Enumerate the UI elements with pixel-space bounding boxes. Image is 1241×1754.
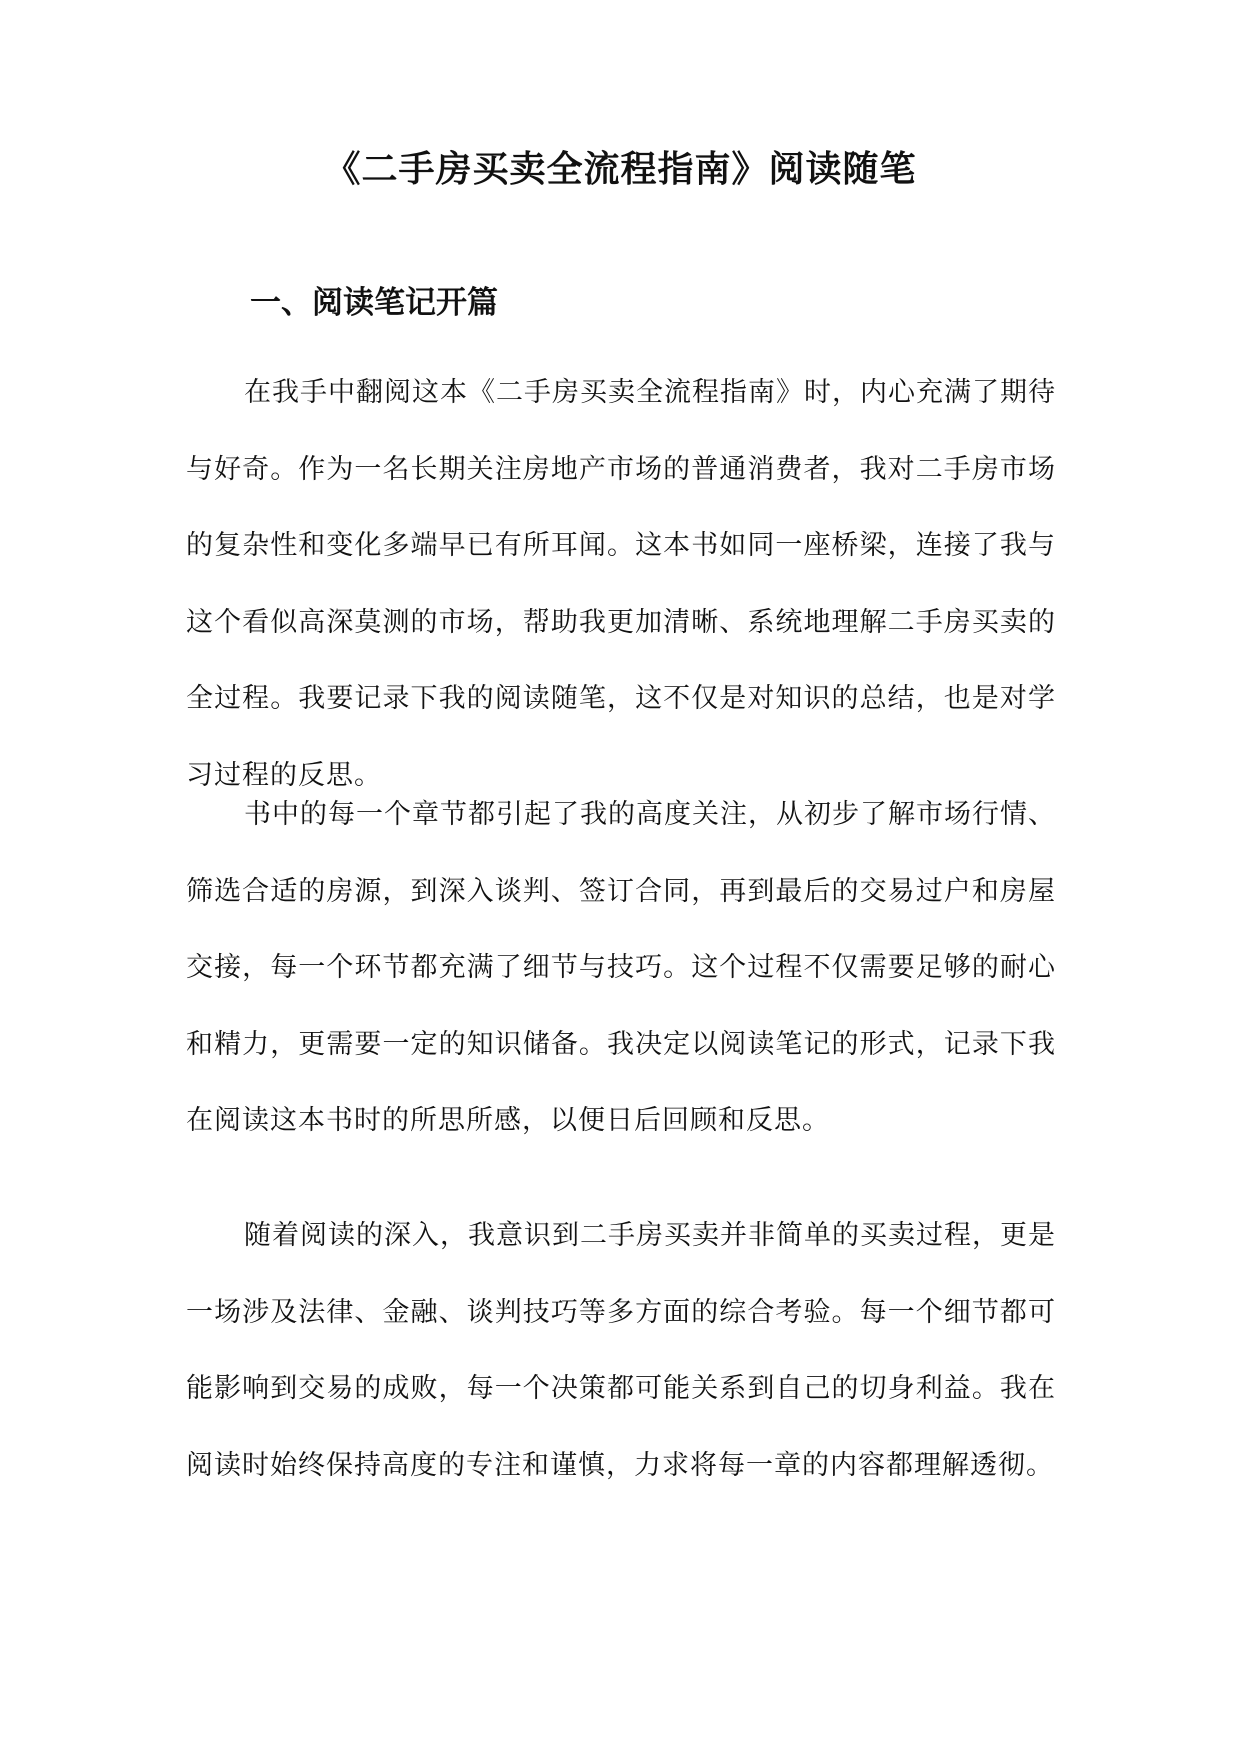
document-title: 《二手房买卖全流程指南》阅读随笔 xyxy=(324,149,917,190)
body-paragraph-3: 随着阅读的深入，我意识到二手房买卖并非简单的买卖过程，更是一场涉及法律、金融、谈判技巧等多方面的综合考验。每一个细节都可能影响到交易的成败，每一个决策都可能关系到自己的切身利益。我在阅读时始终保持高度的专注和谨慎，力求将每一章的内容都理解透彻。 xyxy=(186,1220,1056,1481)
section-heading: 一、阅读笔记开篇 xyxy=(250,285,498,321)
body-paragraph-2: 书中的每一个章节都引起了我的高度关注，从初步了解市场行情、筛选合适的房源，到深入谈判、签订合同，再到最后的交易过户和房屋交接，每一个环节都充满了细节与技巧。这个过程不仅需要足够的耐心和精力，更需要一定的知识储备。我决定以阅读笔记的形式，记录下我在阅读这本书时的所思所感，以便日后回顾和反思。 xyxy=(186,799,1056,1136)
body-paragraph-1: 在我手中翻阅这本《二手房买卖全流程指南》时，内心充满了期待与好奇。作为一名长期关注房地产市场的普通消费者，我对二手房市场的复杂性和变化多端早已有所耳闻。这本书如同一座桥梁，连接了我与这个看似高深莫测的市场，帮助我更加清晰、系统地理解二手房买卖的全过程。我要记录下我的阅读随笔，这不仅是对知识的总结，也是对学习过程的反思。 xyxy=(186,377,1056,791)
